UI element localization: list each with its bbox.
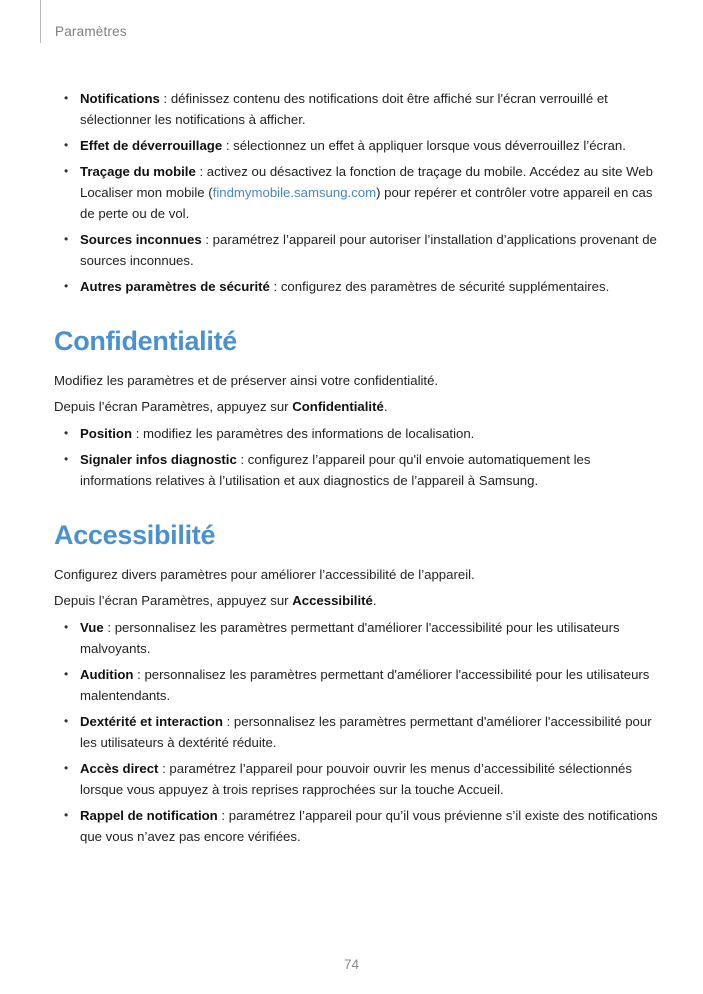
bullet-term: Accessibilité <box>292 593 373 608</box>
confidentialite-bullet-list <box>54 423 659 491</box>
bullet-term: Effet de déverrouillage <box>80 138 223 153</box>
bullet-icon: • <box>64 279 69 293</box>
bullet-icon: • <box>64 620 69 634</box>
text-run: . <box>383 399 388 414</box>
bullet-text <box>80 229 659 271</box>
text-run: : paramétrez l’appareil pour pouvoir ouvrir les menus d’accessibilité sélectionnés lorsque vous appuyez à trois reprises rapprochées sur la touche Accueil. <box>80 761 632 797</box>
bullet-term: Autres paramètres de sécurité <box>80 279 270 294</box>
paragraph <box>54 590 659 611</box>
bullet-item <box>54 664 659 706</box>
bullet-text <box>80 711 659 753</box>
text-run: : paramétrez l’appareil pour autoriser l’installation d’applications provenant de sources inconnues. <box>80 232 657 268</box>
paragraph <box>54 564 659 585</box>
section-heading-confidentialite: Confidentialité <box>54 326 237 356</box>
bullet-icon: • <box>64 164 69 178</box>
bullet-text <box>80 276 659 297</box>
text-run: ) pour repérer et contrôler votre appareil en cas de perte ou de vol. <box>80 185 653 221</box>
text-run: : personnalisez les paramètres permettant d'améliorer l'accessibilité pour les utilisateurs malvoyants. <box>80 620 620 656</box>
bullet-item <box>54 135 659 156</box>
bullet-icon: • <box>64 714 69 728</box>
bullet-icon: • <box>64 761 69 775</box>
security-bullet-list <box>54 88 659 297</box>
bullet-term: Position <box>80 426 133 441</box>
text-run: : configurez l’appareil pour qu'il envoie automatiquement les informations relatives à l’utilisation et aux diagnostics de l’appareil à Samsung. <box>80 452 591 488</box>
header-vertical-rule <box>40 0 41 43</box>
bullet-icon: • <box>64 232 69 246</box>
bullet-item <box>54 423 659 444</box>
bullet-term: Signaler infos diagnostic <box>80 452 237 467</box>
bullet-text <box>80 135 659 156</box>
bullet-term: Notifications <box>80 91 160 106</box>
bullet-item <box>54 449 659 491</box>
content <box>54 82 659 852</box>
bullet-text <box>80 758 659 800</box>
bullet-text <box>80 805 659 847</box>
text-run: : définissez contenu des notifications doit être affiché sur l'écran verrouillé et sélectionner les notifications à afficher. <box>80 91 608 127</box>
section-heading-accessibilite: Accessibilité <box>54 520 216 550</box>
text-run: : configurez des paramètres de sécurité supplémentaires. <box>269 279 610 294</box>
accessibilite-bullet-list <box>54 617 659 847</box>
bullet-term: Rappel de notification <box>80 808 218 823</box>
bullet-item <box>54 161 659 224</box>
bullet-term: Confidentialité <box>292 399 384 414</box>
paragraph <box>54 370 659 391</box>
running-header: Paramètres <box>55 24 127 39</box>
bullet-term: Audition <box>80 667 134 682</box>
text-run: : paramétrez l’appareil pour qu’il vous prévienne s’il existe des notifications que vous n’avez pas encore vérifiées. <box>80 808 658 844</box>
bullet-text <box>80 449 659 491</box>
bullet-text <box>80 161 659 224</box>
text-run: Modifiez les paramètres et de préserver ainsi votre confidentialité. <box>54 373 439 388</box>
text-run: . <box>372 593 377 608</box>
bullet-item <box>54 276 659 297</box>
text-run: : personnalisez les paramètres permettant d'améliorer l'accessibilité pour les utilisateurs malentendants. <box>80 667 650 703</box>
bullet-term: Traçage du mobile <box>80 164 196 179</box>
text-run: Depuis l’écran Paramètres, appuyez sur <box>54 593 293 608</box>
bullet-icon: • <box>64 138 69 152</box>
bullet-item <box>54 229 659 271</box>
text-run: Depuis l’écran Paramètres, appuyez sur <box>54 399 293 414</box>
bullet-icon: • <box>64 452 69 466</box>
bullet-text <box>80 664 659 706</box>
bullet-text <box>80 88 659 130</box>
page-number: 74 <box>343 957 360 972</box>
bullet-item <box>54 711 659 753</box>
link-findmymobile[interactable]: findmymobile.samsung.com <box>212 185 377 200</box>
bullet-item <box>54 88 659 130</box>
bullet-item <box>54 617 659 659</box>
text-run: : activez ou désactivez la fonction de traçage du mobile. Accédez au site Web Localiser mon mobile ( <box>80 164 653 200</box>
text-run: : sélectionnez un effet à appliquer lorsque vous déverrouillez l’écran. <box>222 138 626 153</box>
bullet-term: Sources inconnues <box>80 232 202 247</box>
bullet-term: Vue <box>80 620 104 635</box>
text-run: : personnalisez les paramètres permettant d'améliorer l'accessibilité pour les utilisateurs à dextérité réduite. <box>80 714 652 750</box>
bullet-text <box>80 423 659 444</box>
paragraph <box>54 396 659 417</box>
bullet-item <box>54 758 659 800</box>
bullet-icon: • <box>64 91 69 105</box>
bullet-item <box>54 805 659 847</box>
text-run: : modifiez les paramètres des informations de localisation. <box>132 426 475 441</box>
bullet-icon: • <box>64 426 69 440</box>
bullet-icon: • <box>64 667 69 681</box>
bullet-term: Dextérité et interaction <box>80 714 223 729</box>
bullet-icon: • <box>64 808 69 822</box>
bullet-text <box>80 617 659 659</box>
bullet-term: Accès direct <box>80 761 159 776</box>
text-run: Configurez divers paramètres pour améliorer l’accessibilité de l’appareil. <box>54 567 475 582</box>
